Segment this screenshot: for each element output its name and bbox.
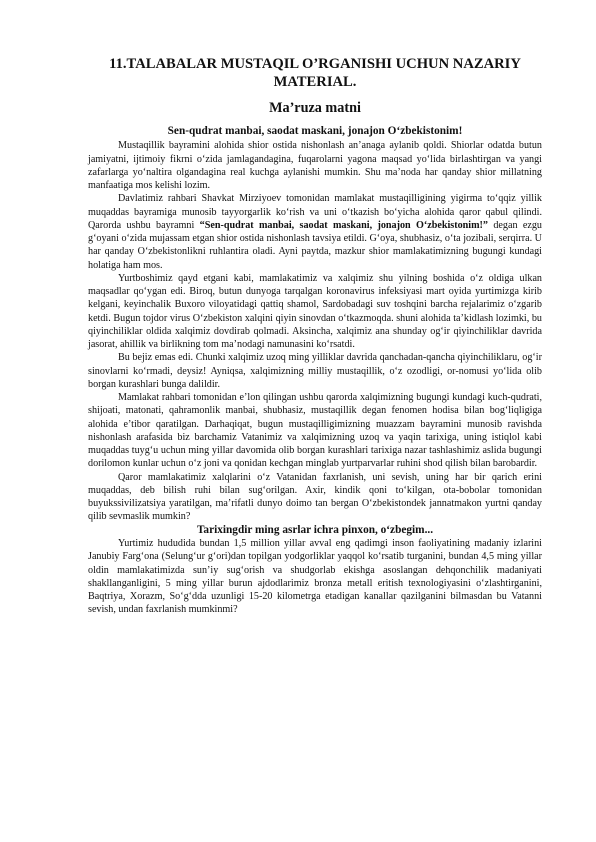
paragraph-1: Mustaqillik bayramini alohida shior ostida nishonlash an’anaga aylanib qoldi. Shiorlar odatda butun jamiyatni, ijtimoiy fikrni o‘zida jamlagandagina, fuqarolarni yagona maqsad yo‘lida birlashtirgan va yangi zafarlarga yo‘naltira olgandagina real kuchga aylanishi mumkin. Shu ma’noda har qanday shior millatning manfaatiga mos kelishi lozim. [88, 140, 542, 192]
paragraph-6: Qaror mamlakatimiz xalqlarini o‘z Vatanidan faxrlanish, uni sevish, uning har bir qarich erini muqaddas, deb bilish ruhi bilan sug‘orilgan. Axir, kindik qoni to‘kilgan, ota-bobolar tomonidan buyukssivilizatsiya yaratilgan, ma’rifatli dunyo doimo tan bergan O‘zbekistondek jannatmakon yurtni qanday qilib sevmaslik mumkin? [88, 471, 542, 523]
document-subtitle: Ma’ruza matni [269, 100, 361, 116]
paragraph-3: Yurtboshimiz qayd etgani kabi, mamlakatimiz va xalqimiz shu yilning boshida o‘z oldiga ulkan maqsadlar qo‘ygan edi. Biroq, butun dunyoga tarqalgan koronavirus infeksiyasi mart oyida yurtimizga kirib kelgani, keyinchalik Buxoro viloyatidagi qattiq shamol, Sardobadagi suv toshqini barcha rejalarimiz o‘zgarib ketdi. Bugun tojdor virus O‘zbekiston xalqini qiyin sinovdan o‘tkazmoqda. shuni alohida ta’kidlash lozimki, bu qiyinchiliklar oldida xalqimiz dovdirab qolmadi. Aksincha, xalqimiz ana shunday og‘ir qiyinchiliklar davrida jasorat, ahillik va birlikning tom ma’nodagi namunasini ko‘rsatdi. [88, 272, 542, 351]
paragraph-5: Mamlakat rahbari tomonidan e’lon qilingan ushbu qarorda xalqimizning bugungi kundagi kuch-qudrati, shijoati, matonati, qahramonlik manbai, shubhasiz, mustaqillik degan fenomen hodisa bilan bog‘liqligiga alohida e’tibor qaratilgan. Darhaqiqat, bugun mustaqilligimizning muazzam bayramini munosib ravishda nishonlash arafasida biz barchamiz Vatanimiz va xalqimizning uzoq va yaqin tarixiga, uning istiqlol kabi muqaddas tuyg‘u uchun ming yillar davomida olib borgan kurashlari tarixiga nazar tashlashimiz aslida bugungi dorilomon kunlar uchun o‘z joni va qonidan kechgan minglab yurtparvarlar ruhini shod qilish bilan barobardir. [88, 392, 542, 470]
section-heading-2: Tarixingdir ming asrlar ichra pinxon, o‘zbegim... [196, 523, 434, 536]
paragraph-7: Yurtimiz hududida bundan 1,5 million yillar avval eng qadimgi inson faoliyatining madaniy izlarini Janubiy Farg‘ona (Selung‘ur g‘ori)dan topilgan yodgorliklar yaqqol ko‘rsatib turganini, bundan 4,5 ming yillar oldin mamlakatimizda sun’iy sug‘orish va shudgorlab ekishga asoslangan dehqonchilik madaniyati shakllanganligini, 5 ming yillar burun ajdodlarimiz bronza metall eritish texnologiyasini o‘zlashtirganini, Baqtriya, Xorazm, So‘g‘dda uzunligi 15-20 kilometrga etadigan kanallar qazilganini bilmasdan bu Vatanni sevish, undan faxrlanish mumkinmi? [88, 538, 542, 616]
document-title: 11.TALABALAR MUSTAQIL O’RGANISHI UCHUN NAZARIY MATERIAL. [109, 56, 521, 90]
section-heading-1: Sen-qudrat manbai, saodat maskani, jonajon O‘zbekistonim! [167, 125, 463, 137]
paragraph-4: Bu bejiz emas edi. Chunki xalqimiz uzoq ming yilliklar davrida qanchadan-qancha qiyinchiliklaru, og‘ir sinovlarni ko‘rmadi, deysiz! Ayniqsa, xalqimizning milliy mustaqillik, o‘z ozodligi, or-nomusi yo‘lida olib borgan kurashlari bunga dalildir. [88, 352, 542, 390]
document-page [88, 56, 542, 617]
paragraph-2 [88, 192, 542, 272]
paragraph-2-text-end: degan ezgu g‘oyani o‘zida mujassam etgan shior ostida nishonlash tavsiya etildi. G‘oya, shubhasiz, o‘ta jozibali, serqirra. U har qanday O‘zbekistonlikni ruhlantira oladi. Ayni paytda, mazkur shior mamlakatimizning bugungi kundagi holatiga ham mos. [88, 219, 542, 271]
paragraph-2-slogan: “Sen-qudrat manbai, saodat maskani, jonajon O‘zbekistonim!” [199, 219, 488, 231]
paragraph-2-text-start: Davlatimiz rahbari Shavkat Mirziyoev tomonidan mamlakat mustaqilligining yigirma to‘qqiz yillik muqaddas bayramiga munosib tayyorgarlik ko‘rish va uni o‘tkazish bo‘yicha alohida qaror qabul qilindi. Qarorda ushbu bayramni [88, 193, 542, 231]
